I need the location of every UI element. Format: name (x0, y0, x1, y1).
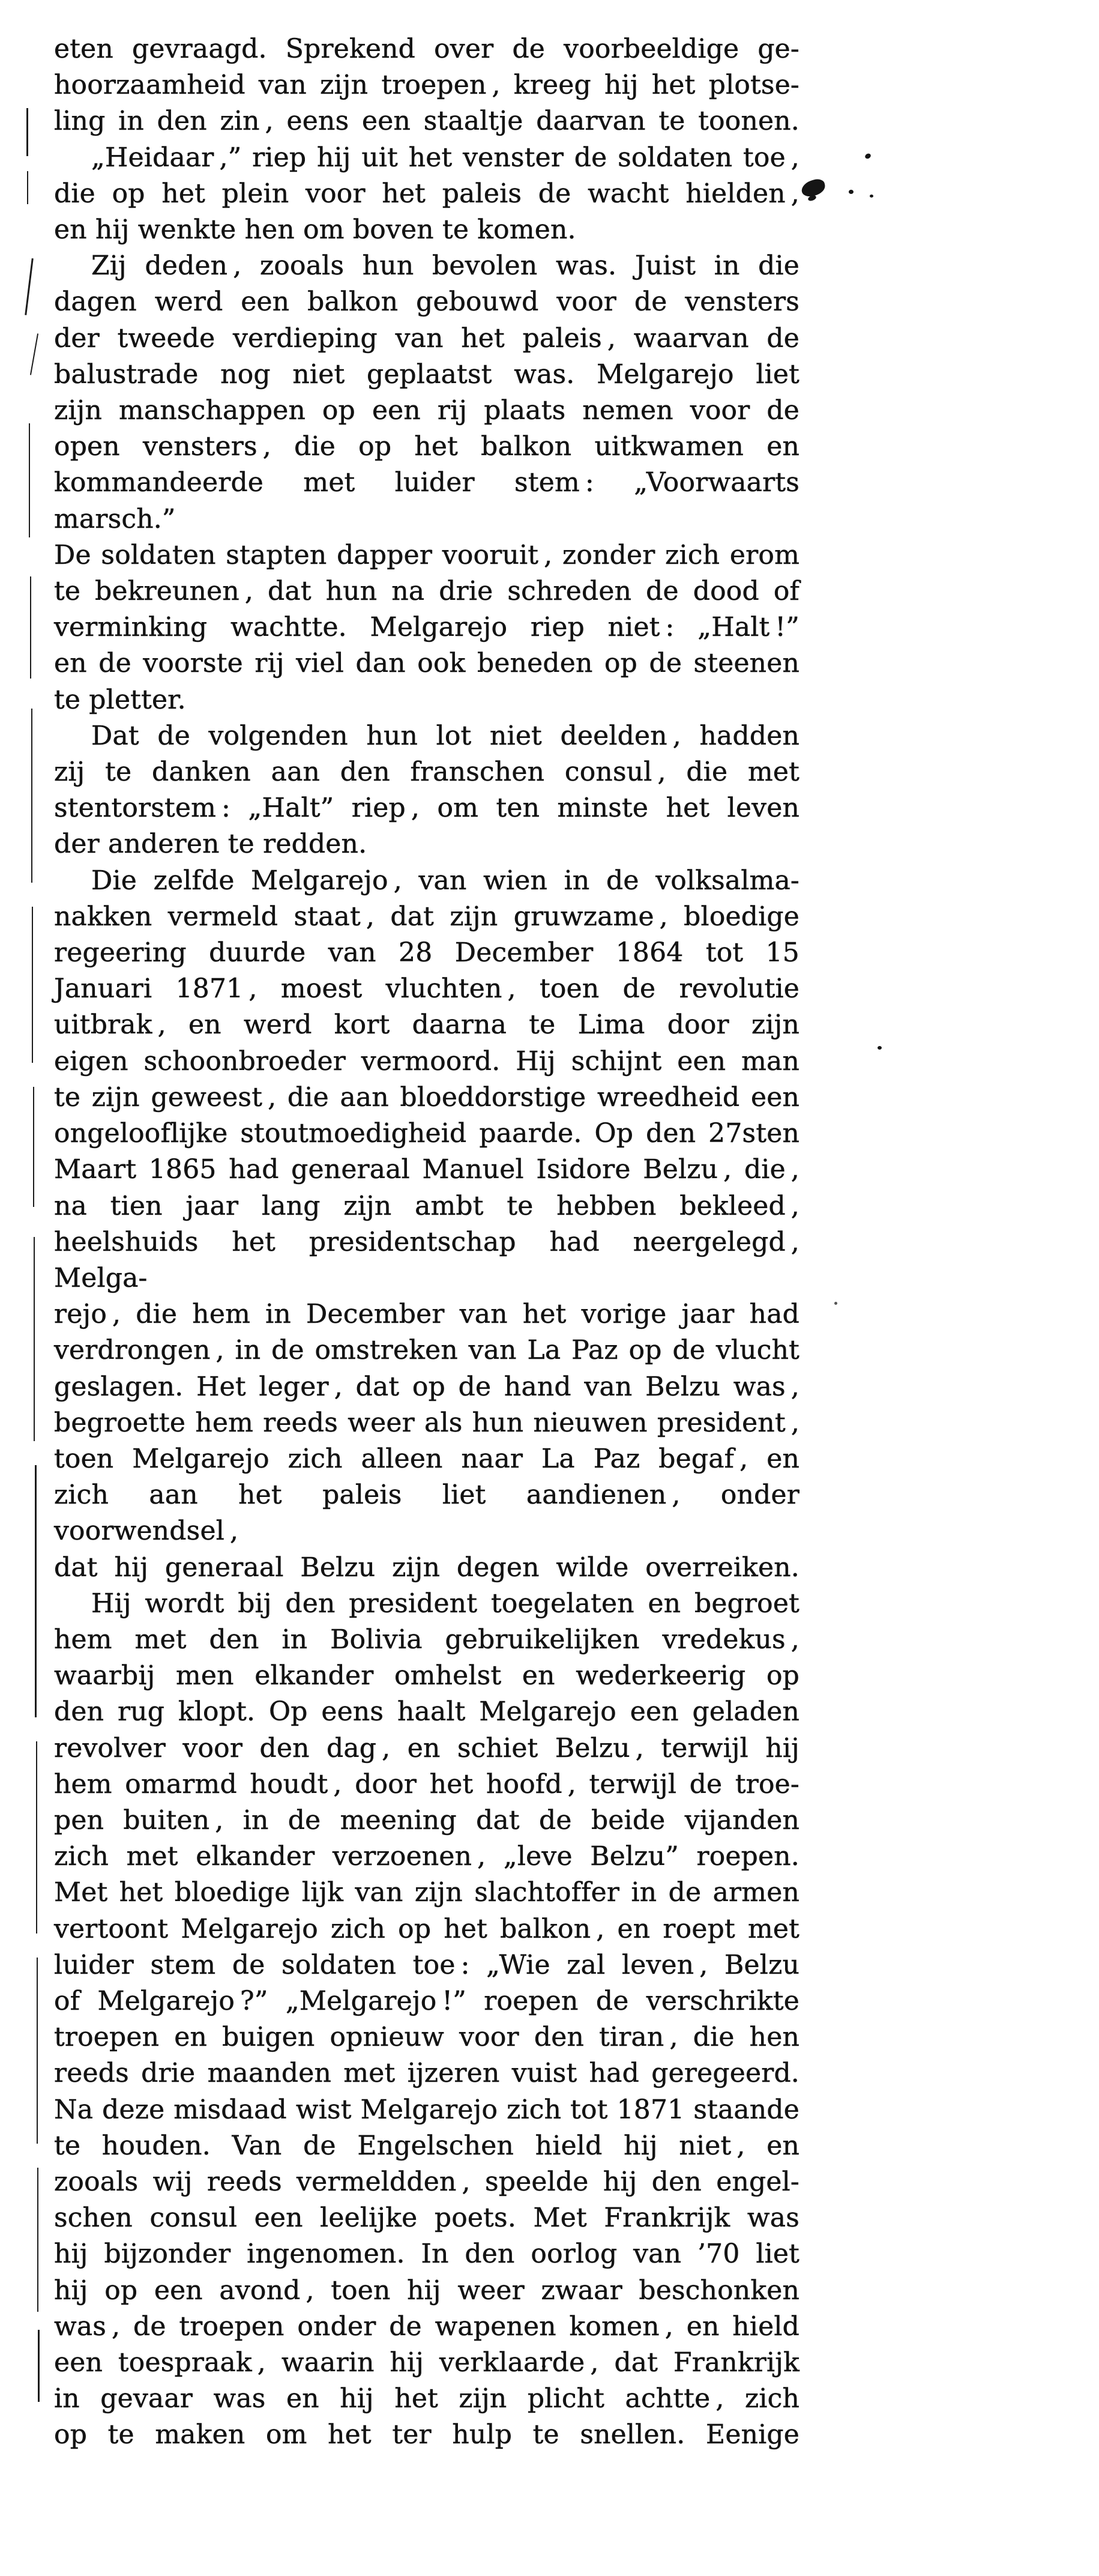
page-edge-line-segment (35, 1465, 37, 1717)
text-line: zooals wij reeds vermeldden , speelde hij den engel- (54, 2166, 799, 2197)
text-line: te bekreunen , dat hun na drie schreden de dood of (54, 576, 799, 607)
text-line: en de voorste rij viel dan ook beneden op de steenen (54, 648, 799, 679)
text-line: reeds drie maanden met ijzeren vuist had geregeerd. (54, 2058, 799, 2089)
text-line: der tweede verdieping van het paleis , waarvan de (54, 322, 799, 354)
ink-speck (834, 1302, 837, 1305)
text-line: hij op een avond , toen hij weer zwaar beschonken (54, 2275, 799, 2306)
text-line: en hij wenkte hen om boven te komen. (54, 214, 576, 246)
text-line: regeering duurde van 28 December 1864 tot 15 (54, 937, 799, 969)
text-line: een toespraak , waarin hij verklaarde , dat Frankrijk (54, 2347, 799, 2378)
text-line: hoorzaamheid van zijn troepen , kreeg hij het plotse- (54, 70, 799, 101)
page-edge-line-segment (37, 2168, 38, 2312)
text-line: hij bijzonder ingenomen. In den oorlog van ’70 liet (54, 2239, 799, 2270)
page-edge-line-segment (33, 1087, 34, 1207)
text-line: balustrade nog niet geplaatst was. Melgarejo liet (54, 358, 799, 390)
text-line: hem omarmd houdt , door het hoofd , terwijl de troe- (54, 1768, 799, 1800)
ink-speck (864, 153, 872, 160)
text-line: kommandeerde met luider stem : „Voorwaarts marsch.” (54, 467, 799, 534)
text-line: Zij deden , zooals hun bevolen was. Juist in die (91, 250, 799, 282)
ink-speck (870, 195, 873, 198)
text-line: Die zelfde Melgarejo , van wien in de volksalma- (91, 865, 799, 896)
text-line: te zijn geweest , die aan bloeddorstige wreedheid een (54, 1081, 799, 1113)
text-line: Na deze misdaad wist Melgarejo zich tot 1871 staande (54, 2094, 799, 2125)
page-edge-line-segment (25, 258, 34, 315)
text-line: toen Melgarejo zich alleen naar La Paz begaf , en (54, 1443, 799, 1474)
text-line: Januari 1871 , moest vluchten , toen de revolutie (54, 973, 799, 1005)
page-edge-line-segment (26, 108, 28, 156)
ink-speck (849, 190, 854, 194)
text-line: Met het bloedige lijk van zijn slachtoffer in de armen (54, 1877, 799, 1908)
text-line: De soldaten stapten dapper vooruit , zonder zich erom (54, 539, 799, 570)
text-line: dat hij generaal Belzu zijn degen wilde overreiken. (54, 1552, 799, 1583)
text-line: den rug klopt. Op eens haalt Melgarejo een geladen (54, 1696, 799, 1728)
text-line: Dat de volgenden hun lot niet deelden , hadden (91, 720, 799, 751)
text-line: „Heidaar ,” riep hij uit het venster de soldaten toe , (91, 142, 799, 173)
text-line: troepen en buigen opnieuw voor den tiran , die hen (54, 2022, 799, 2053)
page-edge-line-segment (27, 171, 28, 204)
text-line: te pletter. (54, 684, 186, 715)
text-line: eigen schoonbroeder vermoord. Hij schijnt een man (54, 1045, 799, 1077)
page-edge-line-segment (37, 1958, 38, 2144)
text-line: na tien jaar lang zijn ambt te hebben bekleed , (54, 1190, 799, 1221)
text-line: nakken vermeld staat , dat zijn gruwzame , bloedige (54, 901, 799, 932)
text-line: pen buiten , in de meening dat de beide vijanden (54, 1804, 799, 1836)
text-line: waarbij men elkander omhelst en wederkeerig op (54, 1660, 799, 1692)
text-line: die op het plein voor het paleis de wacht hielden , (54, 178, 799, 209)
text-line: Maart 1865 had generaal Manuel Isidore Belzu , die , (54, 1154, 799, 1185)
text-line: heelshuids het presidentschap had neergelegd , Melga- (54, 1226, 799, 1293)
text-line: der anderen te redden. (54, 829, 367, 860)
page-edge-line-segment (36, 1741, 37, 1934)
text-line: eten gevraagd. Sprekend over de voorbeeldige ge- (54, 34, 799, 64)
text-line: zijn manschappen op een rij plaats nemen voor de (54, 395, 799, 426)
text-line: zich aan het paleis liet aandienen , onder voorwendsel , (54, 1480, 799, 1547)
text-line: stentorstem : „Halt” riep , om ten minste het leven (54, 793, 799, 824)
text-line: te houden. Van de Engelschen hield hij niet , en (54, 2130, 799, 2161)
text-line: op te maken om het ter hulp te snellen. Eenige (54, 2419, 799, 2451)
page-edge-line-segment (29, 423, 30, 537)
text-line: luider stem de soldaten toe : „Wie zal leven , Belzu (54, 1949, 799, 1980)
text-line: schen consul een leelijke poets. Met Frankrijk was (54, 2203, 799, 2234)
page-edge-line-segment (34, 1237, 35, 1441)
text-line: dagen werd een balkon gebouwd voor de vensters (54, 286, 799, 318)
text-line: of Melgarejo ?” „Melgarejo !” roepen de verschrikte (54, 1985, 799, 2016)
text-line: zij te danken aan den franschen consul , die met (54, 757, 799, 788)
page-edge-line-segment (30, 576, 31, 679)
text-line: uitbrak , en werd kort daarna te Lima door zijn (54, 1009, 799, 1041)
page-edge-line-segment (38, 2330, 40, 2402)
text-line: geslagen. Het leger , dat op de hand van Belzu was , (54, 1371, 799, 1402)
page-edge-line-segment (32, 907, 33, 1063)
text-line: ongelooflijke stoutmoedigheid paarde. Op den 27sten (54, 1118, 799, 1149)
page-edge-line-segment (30, 333, 38, 375)
text-line: verdrongen , in de omstreken van La Paz op de vlucht (54, 1335, 799, 1366)
text-line: hem met den in Bolivia gebruikelijken vredekus , (54, 1624, 799, 1655)
text-line: was , de troepen onder de wapenen komen , en hield (54, 2311, 799, 2342)
text-line: verminking wachtte. Melgarejo riep niet : „Halt !” (54, 612, 799, 643)
text-line: rejo , die hem in December van het vorige jaar had (54, 1299, 799, 1330)
text-line: zich met elkander verzoenen , „leve Belzu” roepen. (54, 1841, 799, 1872)
text-line: Hij wordt bij den president toegelaten en begroet (91, 1588, 799, 1619)
text-line: revolver voor den dag , en schiet Belzu , terwijl hij (54, 1732, 799, 1764)
ink-speck (878, 1046, 882, 1050)
text-line: begroette hem reeds weer als hun nieuwen president , (54, 1407, 799, 1438)
text-line: open vensters , die op het balkon uitkwamen en (54, 431, 799, 462)
page-edge-line-segment (31, 709, 32, 883)
text-line: ling in den zin , eens een staaltje daarvan te toonen. (54, 106, 799, 137)
text-line: vertoont Melgarejo zich op het balkon , en roept met (54, 1913, 799, 1944)
text-line: in gevaar was en hij het zijn plicht achtte , zich (54, 2383, 799, 2414)
page-text-column (54, 31, 799, 2454)
